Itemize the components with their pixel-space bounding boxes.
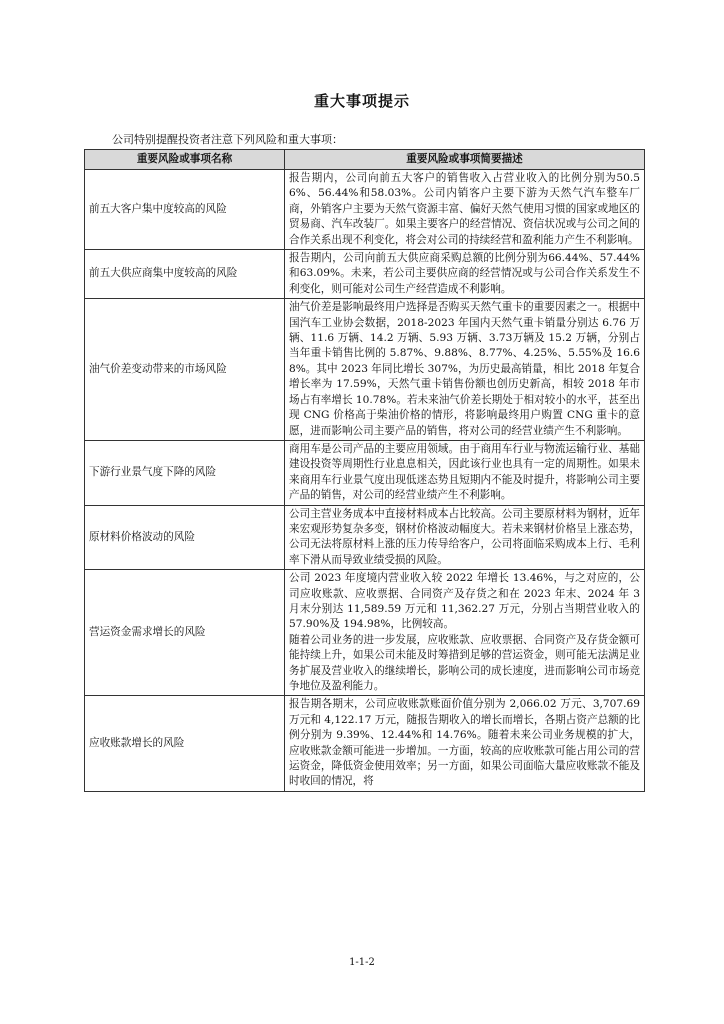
risk-name-cell: 前五大客户集中度较高的风险 — [85, 170, 285, 250]
table-row — [85, 505, 645, 570]
risk-description-paragraph: 商用车是公司产品的主要应用领域。由于商用车行业与物流运输行业、基础建设投资等周期性行业息息相关，因此该行业也具有一定的周期性。如果未来商用车行业景气度出现低迷态势且短期内不能及时提升，将影响公司主要产品的销售，对公司的经营业绩产生不利影响。 — [289, 442, 640, 502]
table-row — [85, 250, 645, 299]
table-row — [85, 696, 645, 791]
intro-text: 公司特别提醒投资者注意下列风险和重大事项： — [112, 133, 343, 146]
risk-name-cell: 前五大供应商集中度较高的风险 — [85, 250, 285, 299]
risk-table — [84, 149, 645, 792]
risk-name-cell: 油气价差变动带来的市场风险 — [85, 299, 285, 441]
risk-description-paragraph: 报告期各期末，公司应收账款账面价值分别为 2,066.02 万元、3,707.69 万元和 4,122.17 万元，随报告期收入的增长而增长，各期占资产总额的比例分别为 9.39%、12.44%和 14.76%。随着未来公司业务规模的扩大，应收账款金额可能进一步增加。一方面，较高的应收账款可能占用公司的营运资金，降低资金使用效率；另一方面，如果公司面临大量应收账款不能及时收回的情况，将 — [289, 698, 640, 788]
risk-description-cell — [285, 170, 645, 250]
risk-description-cell — [285, 250, 645, 299]
risk-description-paragraph: 公司 2023 年度境内营业收入较 2022 年增长 13.46%，与之对应的，公司应收账款、应收票据、合同资产及存货之和在 2023 年末、2024 年 3 月末分别达 11,589.59 万元和 11,362.27 万元，分别占当期营业收入的 57.90%及 194.98%，比例较高。 — [289, 572, 640, 631]
risk-name-cell: 应收账款增长的风险 — [85, 696, 285, 791]
risk-description-paragraph: 油气价差是影响最终用户选择是否购买天然气重卡的重要因素之一。根据中国汽车工业协会数据，2018-2023 年国内天然气重卡销量分别达 6.76 万辆、11.6 万辆、14.2 万辆、5.93 万辆、3.73万辆及 15.2 万辆，分别占当年重卡销售比例的 5.87%、9.88%、8.77%、4.25%、5.55%及 16.68%。其中 2023 年同比增长 307%，为历史最高销量，相比 2018 年复合增长率为 17.59%，天然气重卡销售份额也创历史新高，相较 2018 年市场占有率增长 10.78%。若未来油气价差长期处于相对较小的水平，甚至出现 CNG 价格高于柴油价格的情形，将影响最终用户购置 CNG 重卡的意愿，进而影响公司主要产品的销售，将对公司的经营业绩产生不利影响。 — [289, 301, 640, 437]
header-risk-description: 重要风险或事项简要描述 — [285, 150, 645, 170]
table-row — [85, 440, 645, 505]
risk-description-paragraph: 随着公司业务的进一步发展，应收账款、应收票据、合同资产及存货金额可能持续上升，如果公司未能及时筹措到足够的营运资金，则可能无法满足业务扩展及营业收入的继续增长，影响公司的成长速度，进而影响公司市场竞争地位及盈利能力。 — [289, 633, 640, 692]
risk-description-paragraph: 报告期内，公司向前五大客户的销售收入占营业收入的比例分别为50.56%、56.44%和58.03%。公司内销客户主要下游为天然气汽车整车厂商，外销客户主要为天然气资源丰富、偏好天然气使用习惯的国家或地区的贸易商、汽车改装厂。如果主要客户的经营情况、资信状况或与公司之间的合作关系出现不利变化，将会对公司的持续经营和盈利能力产生不利影响。 — [289, 172, 640, 246]
risk-description-cell — [285, 299, 645, 441]
header-risk-name: 重要风险或事项名称 — [85, 150, 285, 170]
table-row — [85, 170, 645, 250]
risk-name-cell: 营运资金需求增长的风险 — [85, 570, 285, 696]
risk-description-cell — [285, 440, 645, 505]
risk-name-cell: 下游行业景气度下降的风险 — [85, 440, 285, 505]
risk-description-cell — [285, 505, 645, 570]
risk-name-cell: 原材料价格波动的风险 — [85, 505, 285, 570]
table-row — [85, 299, 645, 441]
risk-description-paragraph: 公司主营业务成本中直接材料成本占比较高。公司主要原材料为钢材，近年来宏观形势复杂多变，钢材价格波动幅度大。若未来钢材价格呈上涨态势，公司无法将原材料上涨的压力传导给客户，公司将面临采购成本上行、毛利率下滑从而导致业绩受损的风险。 — [289, 507, 640, 566]
risk-description-paragraph: 报告期内，公司向前五大供应商采购总额的比例分别为66.44%、57.44%和63.09%。未来，若公司主要供应商的经营情况或与公司合作关系发生不利变化，则可能对公司生产经营造成不利影响。 — [289, 252, 640, 295]
page-number: 1-1-2 — [349, 957, 375, 968]
risk-description-cell — [285, 570, 645, 696]
table-header-row — [85, 150, 645, 170]
risk-description-cell — [285, 696, 645, 791]
table-row — [85, 570, 645, 696]
page-title: 重大事项提示 — [313, 92, 410, 110]
